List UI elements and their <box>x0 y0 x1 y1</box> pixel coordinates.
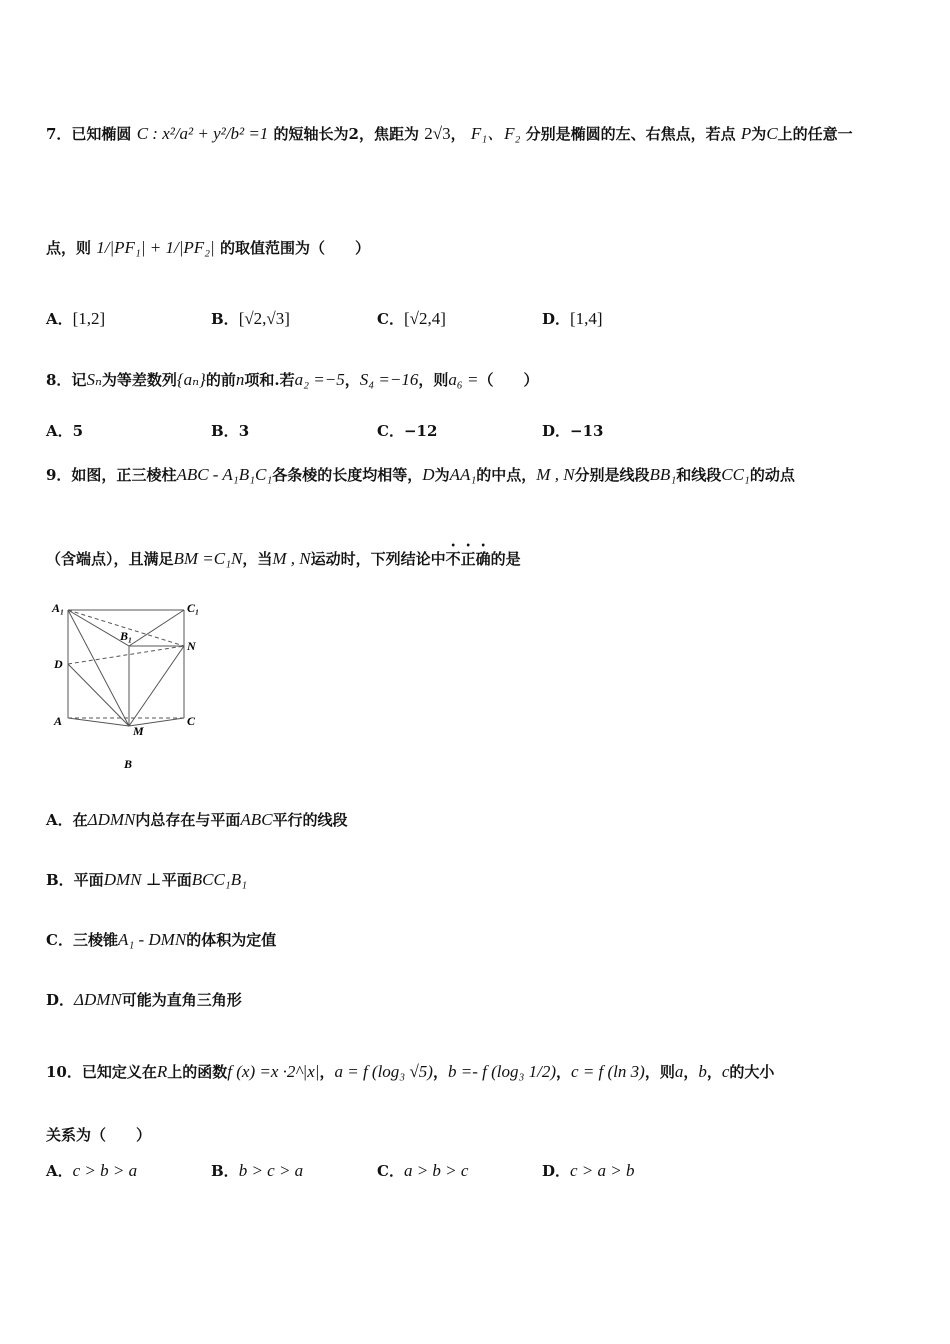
q9-aa1: AA₁ <box>449 465 477 484</box>
q9-condition: BM =C₁N <box>173 549 243 568</box>
q7-foci: F₁、F₂ <box>470 124 521 143</box>
q9-option-d[interactable]: D．ΔDMN可能为直角三角形 <box>46 990 242 1009</box>
q10-text-1: 上的函数 <box>167 1063 228 1081</box>
q7-line1 <box>46 124 910 144</box>
q7-options <box>46 308 910 334</box>
q8-option-c[interactable]: C．−12 <box>377 422 438 440</box>
q10-f: f (x) =x ·2^|x| <box>227 1062 320 1081</box>
q10-c: c = f (ln 3) <box>571 1062 645 1081</box>
q10-r: R <box>156 1062 168 1081</box>
q8-text-6: （ ） <box>478 371 539 389</box>
q10-option-a[interactable]: A．c > b > a <box>46 1161 138 1180</box>
q8-text-5: ，则 <box>418 371 449 389</box>
label-a: A <box>54 714 63 728</box>
q9-line1 <box>46 465 910 485</box>
q8-option-a[interactable]: A．5 <box>46 422 84 440</box>
q10-text-5: ，则 <box>644 1063 675 1081</box>
q10-text-2: ， <box>319 1063 335 1081</box>
q8-s4: S₄ =−16 <box>359 370 419 389</box>
q10-sep2: ， <box>706 1063 722 1081</box>
q10-option-c[interactable]: C．a > b > c <box>377 1161 469 1180</box>
q9-text-1: 各条棱的长度均相等， <box>272 466 423 484</box>
q10-vc: c <box>721 1062 730 1081</box>
q8-options <box>46 420 910 446</box>
q8-text-2: 的前 <box>205 371 236 389</box>
q7-line2-b: 的取值范围为（ ） <box>219 239 370 257</box>
q7-line2-a: 点，则 <box>46 239 92 257</box>
q9-mn2: M , N <box>272 549 311 568</box>
q9-text-4: 分别是线段 <box>574 466 650 484</box>
q7-text-5: 上的任意一 <box>777 125 853 143</box>
q10-options <box>46 1160 910 1186</box>
q9-prism: ABC - A₁B₁C₁ <box>176 465 273 484</box>
q9-text-5: 和线段 <box>676 466 722 484</box>
q10-line2 <box>46 1126 910 1144</box>
q9-d: D <box>422 465 435 484</box>
q9-option-b[interactable]: B．平面DMN ⊥平面BCC₁B₁ <box>46 870 247 889</box>
label-d: D <box>54 657 63 671</box>
q7-number: 7．已知椭圆 <box>46 125 132 143</box>
q8-sn: Sₙ <box>86 370 102 389</box>
q10-number: 10．已知定义在 <box>46 1063 157 1081</box>
q8-text-1: 为等差数列 <box>101 371 177 389</box>
q9-line2-a: （含端点），且满足 <box>46 550 174 568</box>
q8-option-d[interactable]: D．−13 <box>542 422 604 440</box>
q10-vb: b <box>698 1062 707 1081</box>
q8-line1 <box>46 370 910 390</box>
label-n: N <box>187 639 196 653</box>
q8-n: n <box>235 370 245 389</box>
q10-text-3: ， <box>432 1063 448 1081</box>
q10-text-6: 的大小 <box>729 1063 775 1081</box>
q7-focal: 2√3 <box>424 124 451 143</box>
q9-mn: M , N <box>536 465 575 484</box>
q10-option-b[interactable]: B．b > c > a <box>211 1161 304 1180</box>
q7-option-b[interactable]: B．[√2,√3] <box>211 309 290 328</box>
q7-option-c[interactable]: C．[√2,4] <box>377 309 446 328</box>
label-a1: A₁ <box>52 601 65 615</box>
q10-line2-text: 关系为（ ） <box>46 1126 152 1144</box>
q9-text-2: 为 <box>434 466 450 484</box>
q10-a: a = f (log₃ √5) <box>334 1062 433 1081</box>
label-m: M <box>133 724 144 738</box>
q7-c: C <box>766 124 778 143</box>
q8-option-b[interactable]: B．3 <box>211 422 250 440</box>
q8-text-3: 项和.若 <box>244 371 295 389</box>
q7-text-1: 的短轴长为2，焦距为 <box>273 125 419 143</box>
q7-expression: 1/|PF₁| + 1/|PF₂| <box>96 238 215 257</box>
q7-point-p: P <box>740 124 752 143</box>
q7-text-3: 分别是椭圆的左、右焦点，若点 <box>525 125 736 143</box>
q9-option-c[interactable]: C．三棱锥A₁ - DMN的体积为定值 <box>46 930 277 949</box>
label-c1: C₁ <box>187 601 200 615</box>
q7-ellipse-eq: C : x²/a² + y²/b² =1 <box>136 124 269 143</box>
q9-option-a[interactable]: A．在ΔDMN内总存在与平面ABC平行的线段 <box>46 810 348 829</box>
q9-emphasis: 不正确 <box>445 550 491 568</box>
q10-line1 <box>46 1062 910 1082</box>
prism-figure <box>46 598 216 778</box>
q8-a2: a₂ =−5 <box>294 370 345 389</box>
q9-line2-d: 的是 <box>490 550 521 568</box>
q9-line2 <box>46 540 910 569</box>
q8-a6: a₆ = <box>448 370 479 389</box>
q10-sep1: ， <box>683 1063 699 1081</box>
q7-option-d[interactable]: D．[1,4] <box>542 309 603 328</box>
q8-text-4: ， <box>344 371 360 389</box>
q9-bb1: BB₁ <box>649 465 677 484</box>
q8-an: {aₙ} <box>176 370 206 389</box>
label-b: B <box>124 757 133 771</box>
q7-text-4: 为 <box>751 125 767 143</box>
q7-option-a[interactable]: A．[1,2] <box>46 309 106 328</box>
q9-line2-b: ，当 <box>242 550 273 568</box>
q9-line2-c: 运动时，下列结论中 <box>310 550 446 568</box>
q7-text-2: ， <box>450 125 466 143</box>
q7-line2 <box>46 238 910 258</box>
q9-number: 9．如图，正三棱柱 <box>46 466 177 484</box>
q10-va: a <box>674 1062 684 1081</box>
label-b1: B₁ <box>120 629 133 643</box>
q9-text-6: 的动点 <box>749 466 795 484</box>
q10-option-d[interactable]: D．c > a > b <box>542 1161 635 1180</box>
q10-text-4: ， <box>556 1063 572 1081</box>
q9-cc1: CC₁ <box>721 465 750 484</box>
q10-b: b =- f (log₃ 1/2) <box>447 1062 557 1081</box>
label-c: C <box>187 714 196 728</box>
q8-number: 8．记 <box>46 371 87 389</box>
q9-text-3: 的中点， <box>476 466 537 484</box>
